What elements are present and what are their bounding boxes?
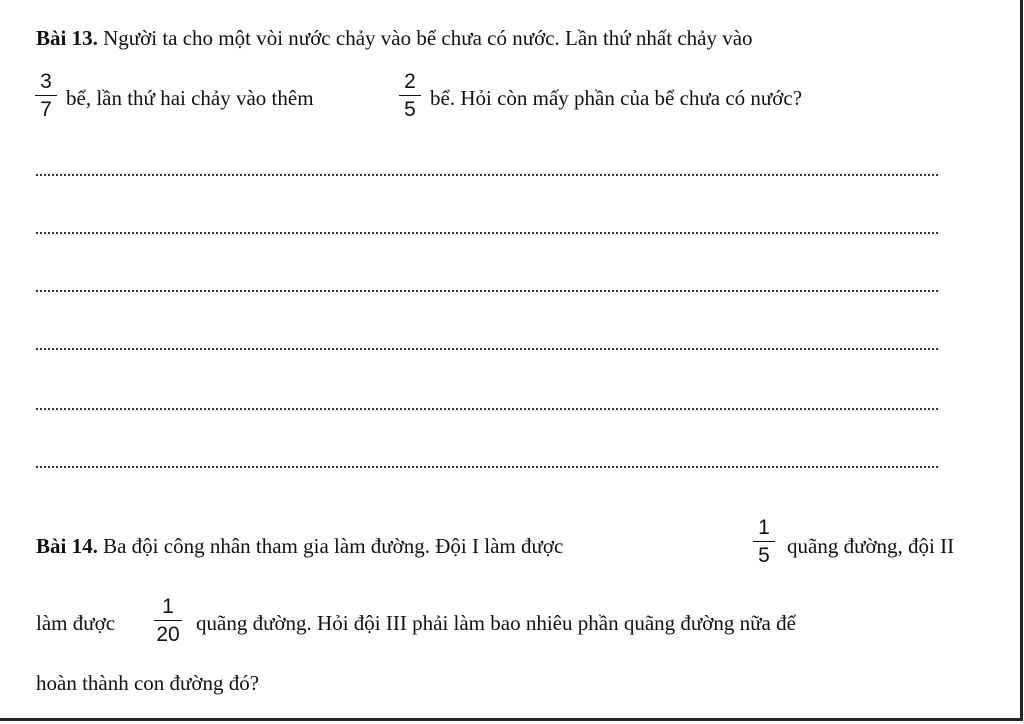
problem-14-line-2a: làm được (36, 611, 116, 635)
problem-14-line-3: hoàn thành con đường đó? (36, 671, 260, 695)
problem-14-line-1b: quãng đường, đội II (787, 534, 955, 558)
answer-line[interactable] (36, 174, 938, 176)
fraction-bar (154, 620, 182, 621)
fraction-denominator: 7 (40, 98, 52, 121)
fraction-bar (399, 95, 421, 96)
answer-line[interactable] (36, 348, 938, 350)
fraction-numerator: 1 (162, 595, 174, 618)
answer-line[interactable] (36, 290, 938, 292)
fraction-1-5 (752, 516, 776, 568)
fraction-numerator: 2 (404, 70, 416, 93)
fraction-denominator: 5 (758, 544, 770, 567)
fraction-3-7 (34, 70, 58, 122)
fraction-numerator: 1 (758, 516, 770, 539)
fraction-denominator: 20 (156, 623, 180, 646)
fraction-denominator: 5 (404, 98, 416, 121)
problem-13-line-1 (36, 25, 753, 51)
fraction-1-20 (153, 595, 183, 647)
problem-14-number: Bài 14. (36, 534, 98, 558)
problem-13-line-2a: bể, lần thứ hai chảy vào thêm (66, 86, 314, 110)
fraction-2-5 (398, 70, 422, 122)
problem-14-line-2b: quãng đường. Hỏi đội III phải làm bao nhiêu phần quãng đường nữa để (196, 611, 796, 635)
answer-line[interactable] (36, 232, 938, 234)
fraction-bar (35, 95, 57, 96)
problem-13-text: Người ta cho một vòi nước chảy vào bể chưa có nước. Lần thứ nhất chảy vào (103, 26, 753, 50)
problem-13-line-2b: bể. Hỏi còn mấy phần của bể chưa có nước? (430, 86, 803, 110)
problem-14-text: Ba đội công nhân tham gia làm đường. Đội I làm được (103, 534, 564, 558)
answer-line[interactable] (36, 466, 938, 468)
problem-13-number: Bài 13. (36, 26, 98, 50)
problem-14-line-1 (36, 533, 563, 559)
answer-line[interactable] (36, 408, 938, 410)
fraction-bar (753, 541, 775, 542)
fraction-numerator: 3 (40, 70, 52, 93)
